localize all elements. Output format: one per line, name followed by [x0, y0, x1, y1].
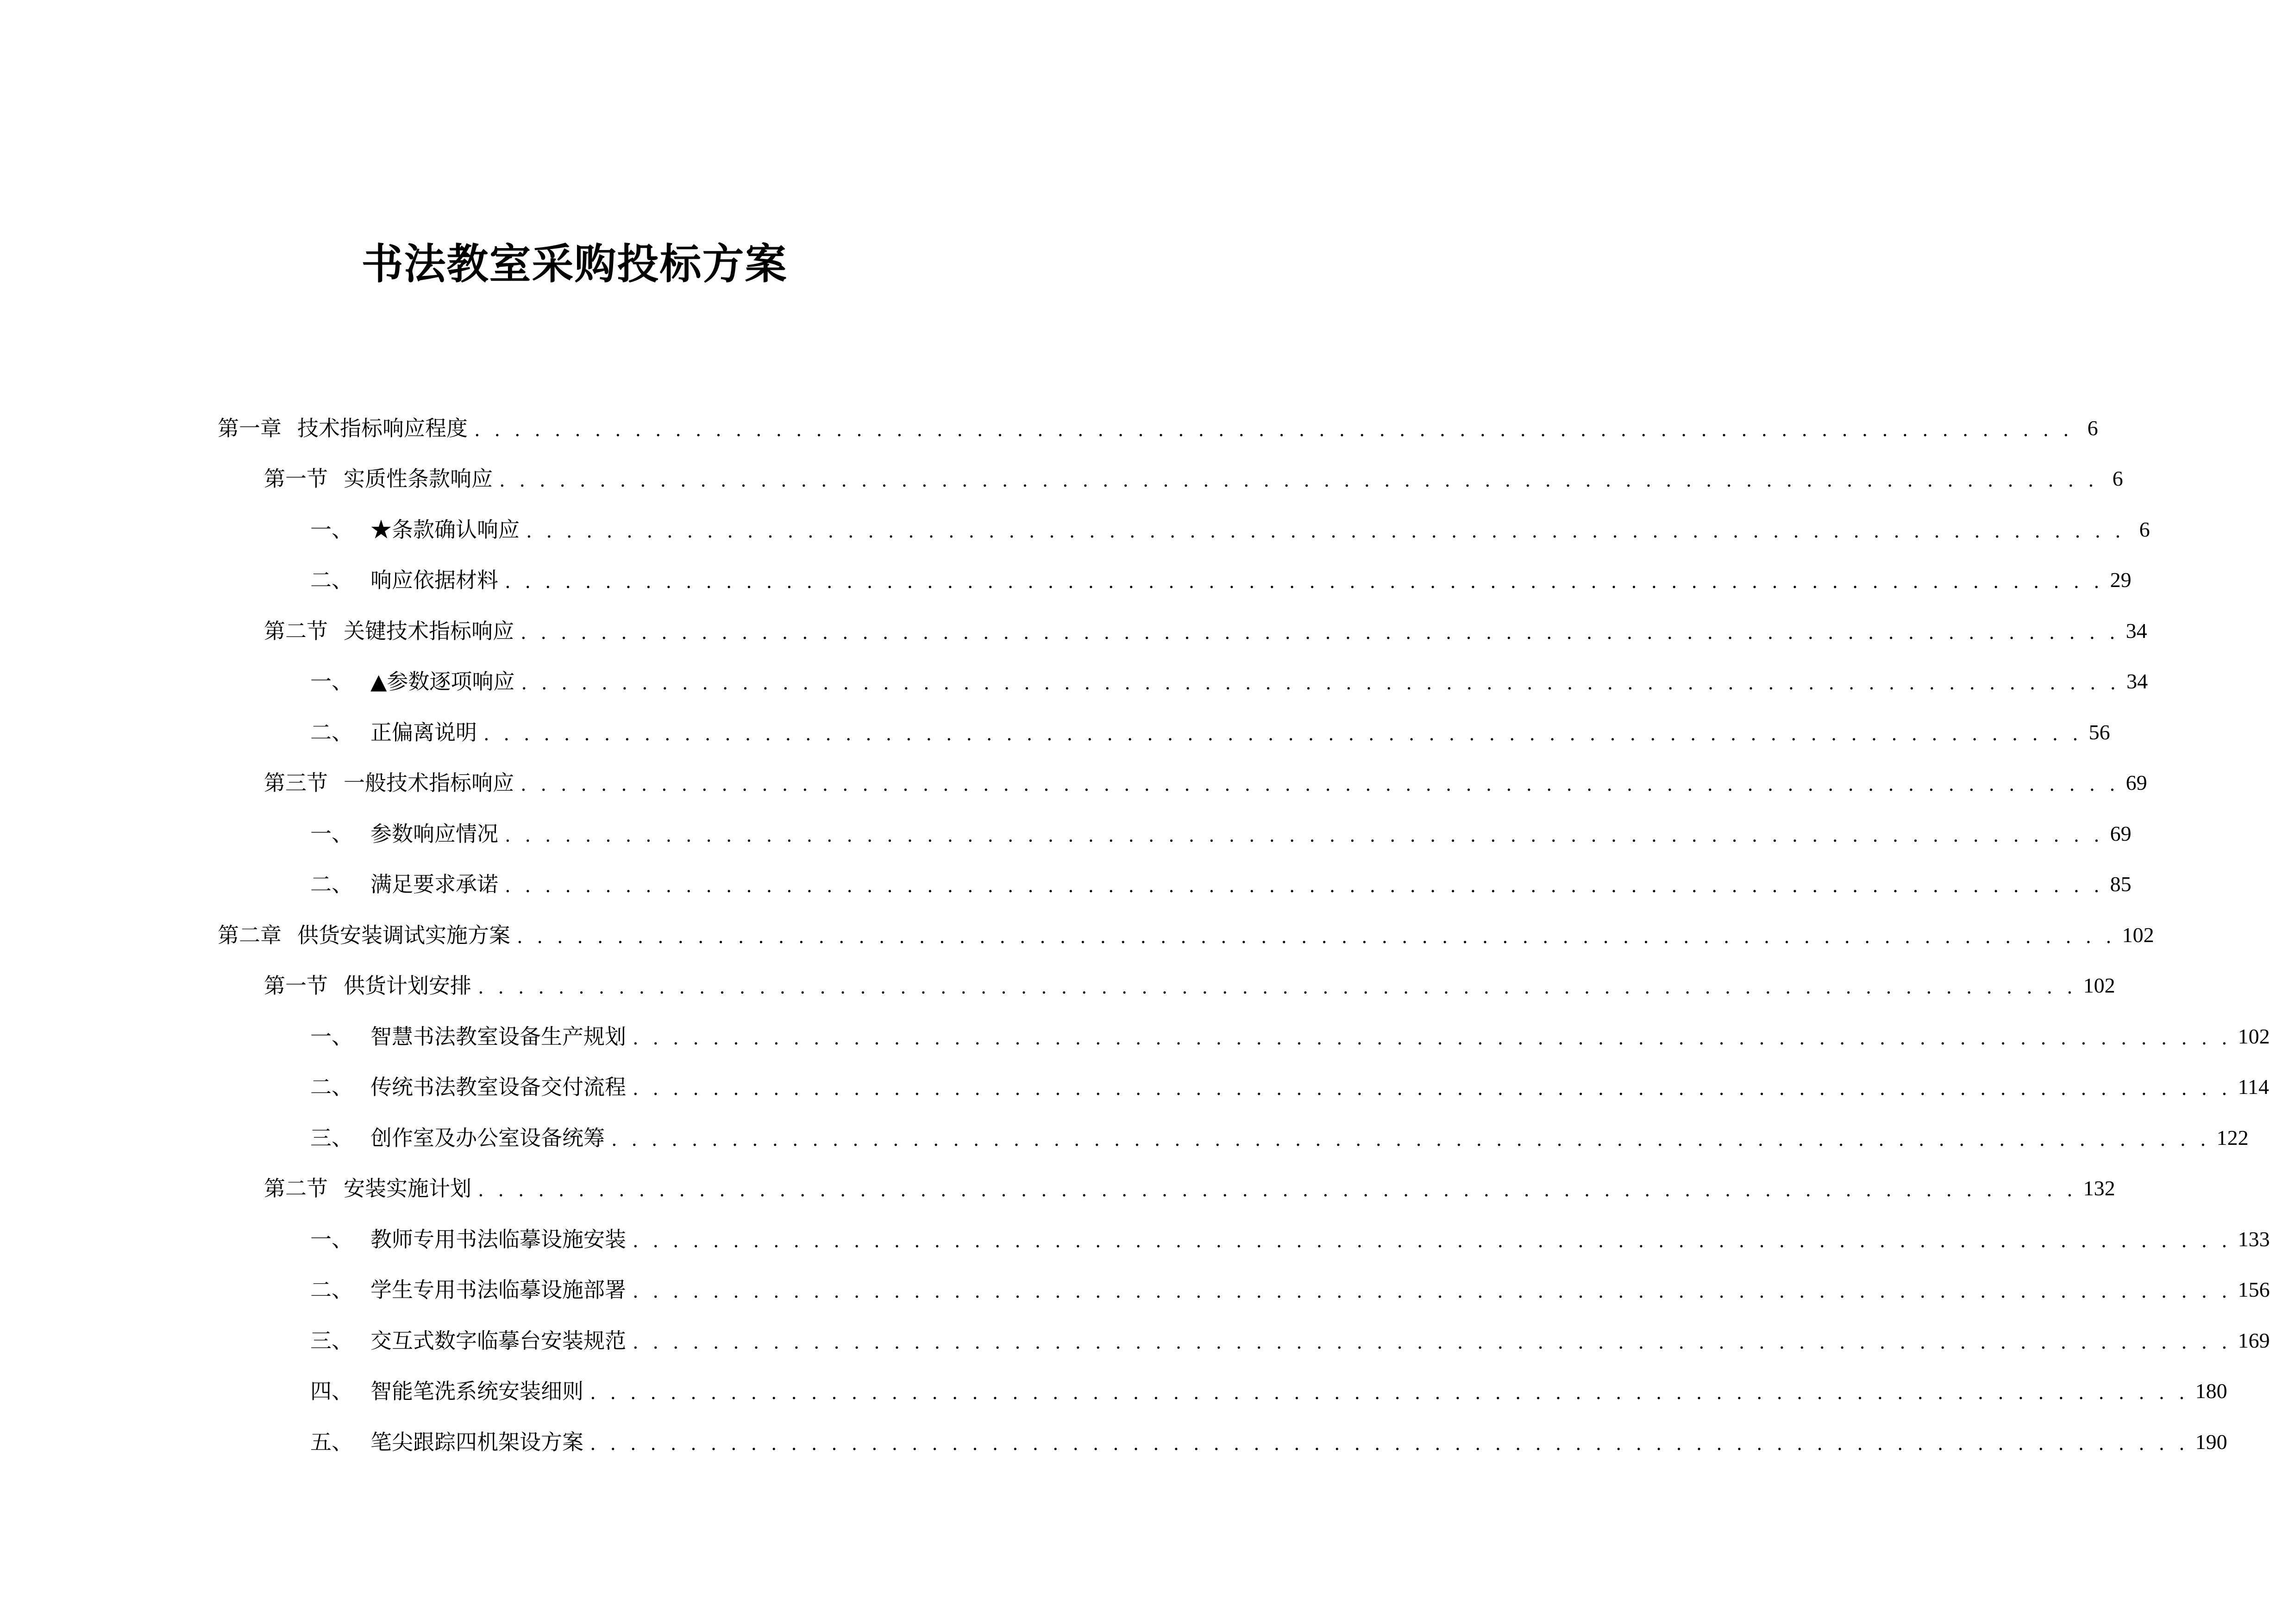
toc-entry-number: 第二节 [264, 618, 328, 643]
toc-entry-label [310, 668, 514, 695]
toc-entry-text: 关键技术指标响应 [344, 618, 514, 643]
dot-leader: . . . . . . . . . . . . . . . . . . . . . . . . . . . . . . . . . . . . . . . . . . . . . . . . . . . . . . . . . . . . . . . . . . . . . . . . . . . . . . . . [478, 977, 2077, 999]
toc-entry-text: 实质性条款响应 [344, 466, 493, 492]
toc-entry-label [310, 1327, 626, 1355]
dot-leader: . . . . . . . . . . . . . . . . . . . . . . . . . . . . . . . . . . . . . . . . . . . . . . . . . . . . . . . . . . . . . . . . . . . . . . . . . . . . . . . . [499, 470, 2098, 492]
toc-entry-text: 供货安装调试实施方案 [297, 922, 510, 948]
toc-entry-subsection[interactable] [218, 1011, 2270, 1062]
toc-entry-text: 响应依据材料 [370, 568, 498, 593]
toc-entry-number: 三、 [310, 1125, 353, 1150]
toc-entry-label [310, 1073, 626, 1101]
dot-leader: . . . . . . . . . . . . . . . . . . . . . . . . . . . . . . . . . . . . . . . . . . . . . . . . . . . . . . . . . . . . . . . . . . . . . . . . . . . . . . . . [520, 622, 2120, 643]
dot-leader: . . . . . . . . . . . . . . . . . . . . . . . . . . . . . . . . . . . . . . . . . . . . . . . . . . . . . . . . . . . . . . . . . . . . . . . . . . . . . . . . [483, 723, 2082, 745]
toc-entry-number: 第三节 [264, 770, 328, 796]
toc-entry-text: 安装实施计划 [344, 1176, 471, 1201]
toc-entry-page-number: 133 [2238, 1227, 2270, 1251]
toc-entry-text: 智能笔洗系统安装细则 [370, 1379, 583, 1404]
toc-entry-text: 供货计划安排 [344, 973, 471, 999]
toc-entry-page-number: 180 [2195, 1379, 2227, 1403]
dot-leader: . . . . . . . . . . . . . . . . . . . . . . . . . . . . . . . . . . . . . . . . . . . . . . . . . . . . . . . . . . . . . . . . . . . . . . . . . . . . . . . . [517, 926, 2116, 948]
toc-entry-label [310, 1428, 583, 1456]
dot-leader: . . . . . . . . . . . . . . . . . . . . . . . . . . . . . . . . . . . . . . . . . . . . . . . . . . . . . . . . . . . . . . . . . . . . . . . . . . . . . . . . [520, 774, 2120, 796]
toc-entry-page-number: 132 [2083, 1176, 2115, 1200]
dot-leader: . . . . . . . . . . . . . . . . . . . . . . . . . . . . . . . . . . . . . . . . . . . . . . . . . . . . . . . . . . . . . . . . . . . . . . . . . . . . . . . . [633, 1027, 2232, 1049]
toc-entry-text: 学生专用书法临摹设施部署 [370, 1277, 626, 1303]
toc-entry-text: 正偏离说明 [370, 719, 477, 745]
toc-entry-number: 第一章 [218, 415, 282, 441]
toc-entry-text: 创作室及办公室设备统筹 [370, 1125, 605, 1150]
toc-entry-section[interactable] [218, 961, 2115, 1012]
toc-entry-subsection[interactable] [218, 808, 2132, 859]
dot-leader: . . . . . . . . . . . . . . . . . . . . . . . . . . . . . . . . . . . . . . . . . . . . . . . . . . . . . . . . . . . . . . . . . . . . . . . . . . . . . . . . [590, 1433, 2189, 1455]
toc-entry-number: 二、 [310, 568, 353, 593]
toc-entry-text: 笔尖跟踪四机架设方案 [370, 1429, 583, 1455]
toc-entry-subsection[interactable] [218, 1265, 2270, 1316]
toc-entry-number: 一、 [310, 669, 353, 694]
toc-entry-subsection[interactable] [218, 555, 2132, 606]
dot-leader: . . . . . . . . . . . . . . . . . . . . . . . . . . . . . . . . . . . . . . . . . . . . . . . . . . . . . . . . . . . . . . . . . . . . . . . . . . . . . . . . [505, 875, 2104, 897]
toc-entry-label [264, 769, 514, 797]
toc-entry-number: 一、 [310, 821, 353, 846]
toc-entry-number: 四、 [310, 1379, 353, 1404]
toc-entry-page-number: 69 [2110, 821, 2132, 845]
toc-entry-section[interactable] [218, 1163, 2115, 1214]
toc-entry-page-number: 6 [2087, 416, 2098, 440]
toc-entry-page-number: 34 [2126, 669, 2148, 693]
toc-entry-label [310, 1225, 626, 1253]
toc-entry-number: 二、 [310, 872, 353, 897]
toc-entry-label [310, 566, 498, 594]
toc-entry-text: 传统书法教室设备交付流程 [370, 1074, 626, 1100]
toc-entry-page-number: 102 [2122, 923, 2154, 947]
toc-entry-label [310, 1276, 626, 1304]
dot-leader: . . . . . . . . . . . . . . . . . . . . . . . . . . . . . . . . . . . . . . . . . . . . . . . . . . . . . . . . . . . . . . . . . . . . . . . . . . . . . . . . [478, 1180, 2077, 1201]
toc-entry-label [264, 972, 471, 999]
dot-leader: . . . . . . . . . . . . . . . . . . . . . . . . . . . . . . . . . . . . . . . . . . . . . . . . . . . . . . . . . . . . . . . . . . . . . . . . . . . . . . . . [526, 520, 2125, 542]
toc-entry-page-number: 6 [2139, 517, 2150, 541]
toc-entry-subsection[interactable] [218, 1417, 2227, 1468]
toc-entry-text: 技术指标响应程度 [297, 415, 468, 441]
toc-entry-subsection[interactable] [218, 1062, 2269, 1113]
toc-entry-text: 教师专用书法临摹设施安装 [370, 1226, 626, 1252]
toc-entry-page-number: 190 [2195, 1430, 2227, 1454]
toc-entry-page-number: 169 [2238, 1328, 2270, 1352]
toc-entry-page-number: 102 [2083, 974, 2115, 998]
toc-entry-section[interactable] [218, 758, 2147, 809]
dot-leader: . . . . . . . . . . . . . . . . . . . . . . . . . . . . . . . . . . . . . . . . . . . . . . . . . . . . . . . . . . . . . . . . . . . . . . . . . . . . . . . . [633, 1078, 2232, 1100]
toc-entry-text: 一般技术指标响应 [344, 770, 514, 796]
toc-entry-number: 第二节 [264, 1176, 328, 1201]
dot-leader: . . . . . . . . . . . . . . . . . . . . . . . . . . . . . . . . . . . . . . . . . . . . . . . . . . . . . . . . . . . . . . . . . . . . . . . . . . . . . . . . [590, 1382, 2189, 1404]
toc-entry-subsection[interactable] [218, 1366, 2227, 1417]
toc-entry-number: 一、 [310, 1226, 353, 1252]
toc-entry-subsection[interactable] [218, 1112, 2249, 1163]
toc-entry-number: 一、 [310, 517, 353, 542]
toc-entry-subsection[interactable] [218, 1214, 2270, 1265]
dot-leader: . . . . . . . . . . . . . . . . . . . . . . . . . . . . . . . . . . . . . . . . . . . . . . . . . . . . . . . . . . . . . . . . . . . . . . . . . . . . . . . . [633, 1281, 2232, 1303]
toc-entry-label [310, 1023, 626, 1050]
dot-leader: . . . . . . . . . . . . . . . . . . . . . . . . . . . . . . . . . . . . . . . . . . . . . . . . . . . . . . . . . . . . . . . . . . . . . . . . . . . . . . . . [633, 1331, 2232, 1353]
toc-entry-page-number: 29 [2110, 568, 2132, 592]
toc-entry-number: 第一节 [264, 973, 328, 999]
toc-entry-number: 第二章 [218, 922, 282, 948]
toc-entry-page-number: 69 [2126, 771, 2147, 795]
page-title: 书法教室采购投标方案 [361, 239, 788, 288]
toc-entry-label [310, 820, 498, 848]
toc-entry-number: 一、 [310, 1024, 353, 1049]
toc-entry-label [264, 617, 514, 645]
toc-entry-page-number: 122 [2216, 1125, 2249, 1149]
toc-entry-label [310, 870, 498, 898]
toc-entry-chapter[interactable] [218, 403, 2098, 454]
toc-entry-subsection[interactable] [218, 504, 2150, 555]
toc-entry-subsection[interactable] [218, 859, 2132, 910]
toc-entry-page-number: 102 [2238, 1024, 2270, 1048]
toc-entry-label [264, 465, 493, 493]
dot-leader: . . . . . . . . . . . . . . . . . . . . . . . . . . . . . . . . . . . . . . . . . . . . . . . . . . . . . . . . . . . . . . . . . . . . . . . . . . . . . . . . [521, 673, 2120, 694]
toc-entry-section[interactable] [218, 454, 2123, 505]
table-of-contents [218, 403, 2270, 1468]
toc-entry-number: 二、 [310, 1277, 353, 1303]
toc-entry-page-number: 34 [2126, 618, 2147, 643]
toc-entry-page-number: 6 [2112, 467, 2123, 491]
toc-entry-page-number: 85 [2110, 872, 2132, 896]
dot-leader: . . . . . . . . . . . . . . . . . . . . . . . . . . . . . . . . . . . . . . . . . . . . . . . . . . . . . . . . . . . . . . . . . . . . . . . . . . . . . . . . [505, 571, 2104, 593]
toc-entry-number: 二、 [310, 719, 353, 745]
toc-entry-subsection[interactable] [218, 1315, 2270, 1366]
dot-leader: . . . . . . . . . . . . . . . . . . . . . . . . . . . . . . . . . . . . . . . . . . . . . . . . . . . . . . . . . . . . . . . . . . . . . . . . . . . . . . . . [474, 419, 2073, 441]
toc-entry-label [310, 516, 520, 543]
toc-entry-number: 二、 [310, 1074, 353, 1100]
toc-entry-label [264, 1174, 471, 1202]
toc-entry-page-number: 114 [2238, 1075, 2269, 1099]
toc-entry-label [310, 718, 477, 746]
toc-entry-text: 满足要求承诺 [370, 872, 498, 897]
toc-entry-chapter[interactable] [218, 910, 2154, 961]
toc-entry-label [310, 1124, 605, 1152]
toc-entry-number: 第一节 [264, 466, 328, 492]
toc-entry-text: ▲参数逐项响应 [370, 669, 515, 694]
dot-leader: . . . . . . . . . . . . . . . . . . . . . . . . . . . . . . . . . . . . . . . . . . . . . . . . . . . . . . . . . . . . . . . . . . . . . . . . . . . . . . . . [611, 1129, 2210, 1150]
dot-leader: . . . . . . . . . . . . . . . . . . . . . . . . . . . . . . . . . . . . . . . . . . . . . . . . . . . . . . . . . . . . . . . . . . . . . . . . . . . . . . . . [505, 824, 2104, 846]
toc-entry-section[interactable] [218, 606, 2147, 656]
toc-entry-number: 三、 [310, 1328, 353, 1353]
toc-entry-page-number: 56 [2088, 720, 2110, 744]
toc-entry-subsection[interactable] [218, 707, 2110, 758]
toc-entry-label [310, 1377, 583, 1405]
toc-entry-text: 智慧书法教室设备生产规划 [370, 1024, 626, 1049]
toc-entry-label [218, 921, 510, 949]
toc-entry-label [218, 414, 468, 442]
toc-entry-subsection[interactable] [218, 656, 2148, 707]
toc-entry-text: ★条款确认响应 [370, 517, 520, 542]
toc-entry-page-number: 156 [2238, 1278, 2270, 1302]
toc-entry-number: 五、 [310, 1429, 353, 1455]
toc-entry-text: 交互式数字临摹台安装规范 [370, 1328, 626, 1353]
toc-entry-text: 参数响应情况 [370, 821, 498, 846]
dot-leader: . . . . . . . . . . . . . . . . . . . . . . . . . . . . . . . . . . . . . . . . . . . . . . . . . . . . . . . . . . . . . . . . . . . . . . . . . . . . . . . . [633, 1230, 2232, 1252]
